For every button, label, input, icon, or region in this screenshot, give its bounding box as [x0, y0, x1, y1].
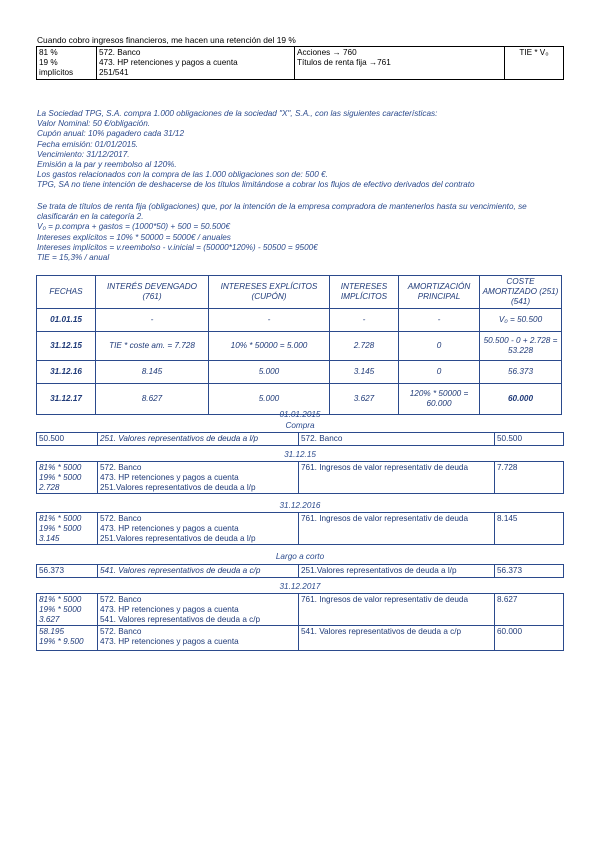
table-header: AMORTIZACIÓN PRINCIPAL [399, 276, 480, 309]
table-header: INTERESES IMPLÍCITOS [330, 276, 399, 309]
summary-table [36, 46, 564, 80]
journal-entry-2017: 81% * 5000 19% * 5000 3.627 572. Banco 473. HP retenciones y pagos a cuenta 541. Valores representativos de deuda a c/p 761. Ingresos de valor representativ de deuda 8.627 58.195 19% * 9.500 572. Banco 473. HP retenciones y pagos a cuenta 541. Valores representativos de deuda a c/p 60.000 [36, 593, 564, 651]
journal-entry-2016: 81% * 5000 19% * 5000 3.145 572. Banco 473. HP retenciones y pagos a cuenta 251.Valores representativos de deuda a l/p 761. Ingresos de valor representativ de deuda 8.145 [36, 512, 564, 545]
journal-entry-2015: 81% * 5000 19% * 5000 2.728 572. Banco 473. HP retenciones y pagos a cuenta 251.Valores representativos de deuda a l/p 761. Ingresos de valor representativ de deuda 7.728 [36, 461, 564, 494]
amortization-table [36, 275, 562, 415]
journal-subtitle-compra: Compra [285, 421, 315, 430]
table-row: 31.12.16 8.145 5.000 3.145 0 56.373 [37, 361, 562, 384]
table-row: 01.01.15 - - - - V₀ = 50.500 [37, 309, 562, 332]
journal-date-2015-01: 01.01.2015 [279, 410, 321, 419]
table-header: INTERESES EXPLÍCITOS (CUPÓN) [209, 276, 330, 309]
journal-date-2016-12: 31.12.2016 [279, 501, 321, 510]
journal-entry-compra: 50.500 251. Valores representativos de deuda a l/p 572. Banco 50.500 [36, 432, 564, 446]
summary-cell-accounts: 572. Banco 473. HP retenciones y pagos a cuenta 251/541 [97, 47, 295, 80]
summary-cell-income: Acciones → 760 Títulos de renta fija →761 [295, 47, 505, 80]
journal-subtitle-largo-a-corto: Largo a corto [275, 552, 325, 561]
top-caption: Cuando cobro ingresos financieros, me hacen una retención del 19 % [37, 35, 296, 45]
table-header: COSTE AMORTIZADO (251) (541) [480, 276, 562, 309]
table-header: INTERÉS DEVENGADO (761) [96, 276, 209, 309]
journal-entry-reclassification: 56.373 541. Valores representativos de deuda a c/p 251.Valores representativos de deuda a l/p 56.373 [36, 564, 564, 578]
journal-date-2017-12: 31.12.2017 [279, 582, 321, 591]
calculation-block: Se trata de títulos de renta fija (obligaciones) que, por la intención de la empresa compradora de mantenerlos hasta su vencimiento, se clasificarán en la categoría 2. V₀ = p.compra + gastos = (1000*50) + 500 = 50.500€ Intereses explícitos = 10% * 50000 = 5000€ / anuales Intereses implícitos = v.reembolso - v.inicial = (50000*120%) - 50500 = 9500€ TIE = 15,3% / anual [37, 202, 565, 263]
table-row: 31.12.15 TIE * coste am. = 7.728 10% * 50000 = 5.000 2.728 0 50.500 - 0 + 2.728 = 53.228 [37, 332, 562, 361]
summary-cell-tie: TIE * V₀ [505, 47, 564, 80]
summary-cell-percent: 81 % 19 % implícitos [37, 47, 97, 80]
problem-statement: La Sociedad TPG, S.A. compra 1.000 obligaciones de la sociedad "X", S.A., con las siguientes características: Valor Nominal: 50 €/obligación. Cupón anual: 10% pagadero cada 31/12 Fecha emisión: 01/01/2015. Vencimiento: 31/12/2017. Emisión a la par y reembolso al 120%. Los gastos relacionados con la compra de las 1.000 obligaciones son de: 500 €. TPG, SA no tiene intención de deshacerse de los títulos limitándose a cobrar los flujos de efectivo derivados del contrato [37, 109, 475, 190]
classification-paragraph: Se trata de títulos de renta fija (obligaciones) que, por la intención de la empresa compradora de mantenerlos hasta su vencimiento, se clasificarán en la categoría 2. [37, 202, 527, 222]
journal-date-2015-12: 31.12.15 [284, 450, 316, 459]
table-header: FECHAS [37, 276, 96, 309]
table-row: 31.12.17 8.627 5.000 3.627 120% * 50000 = 60.000 60.000 [37, 384, 562, 415]
